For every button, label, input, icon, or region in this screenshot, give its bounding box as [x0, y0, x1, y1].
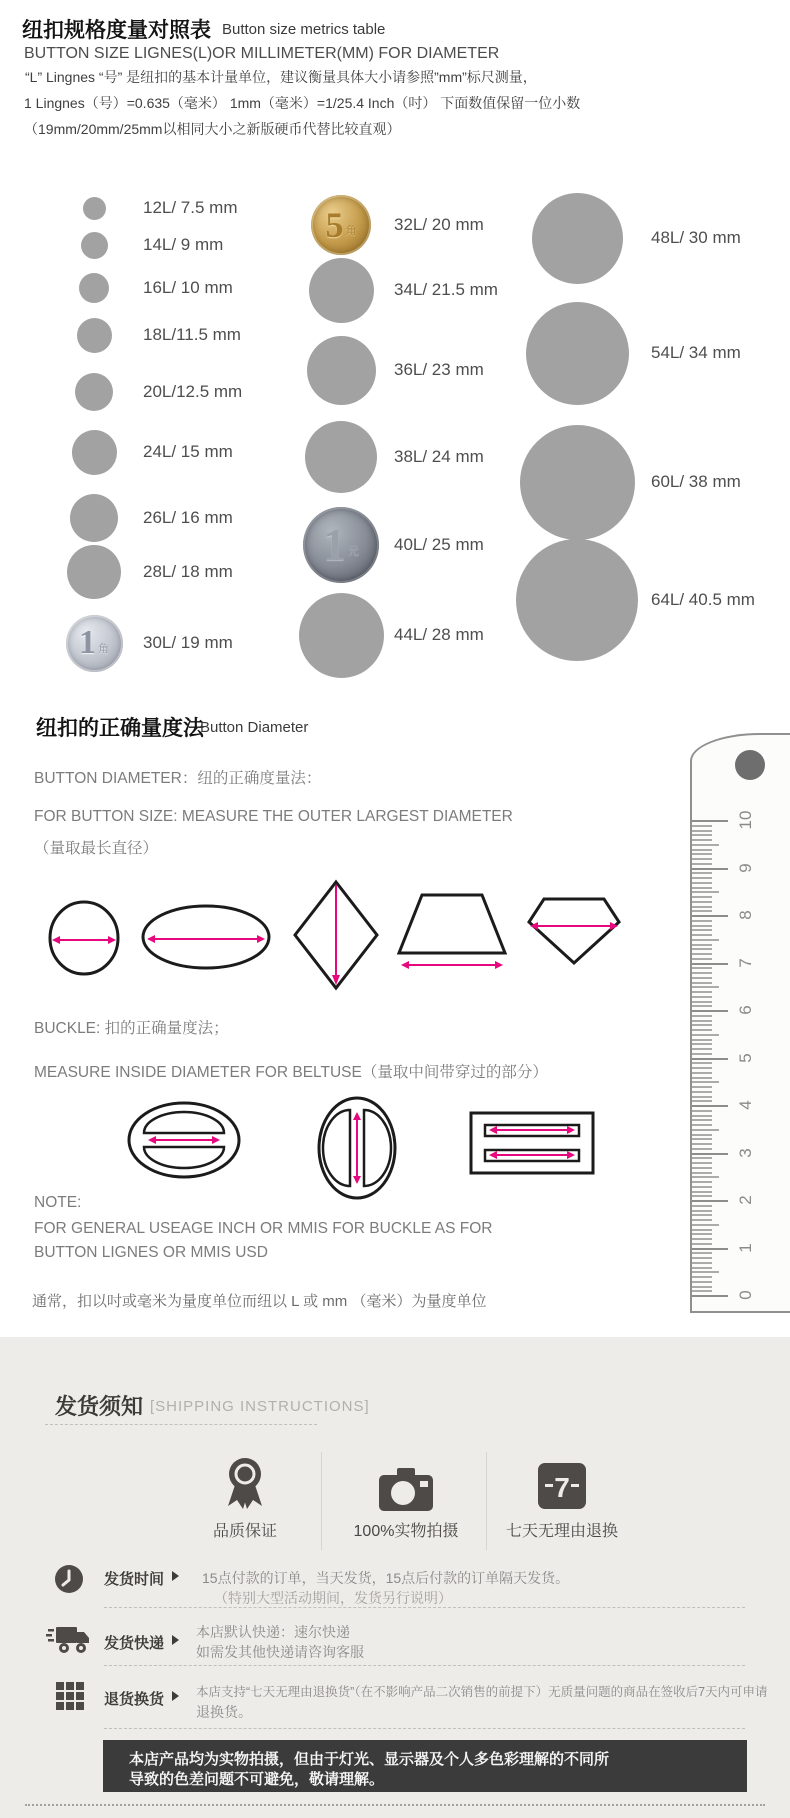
size-circle: [81, 232, 108, 259]
desc-line: “L” Lingnes “号” 是纽扣的基本计量单位，建议衡量具体大小请参照”mm”标尺测量，: [25, 69, 537, 85]
ruler-tick: [692, 1096, 712, 1098]
desc-line: 1 Lingnes（号）=0.635（毫米） 1mm（毫米）=1/25.4 Inch（吋） 下面数值保留一位小数: [24, 95, 581, 111]
ruler-tick: [692, 1248, 728, 1250]
color-disclaimer-box: [103, 1740, 747, 1792]
ruler-tick: [692, 1062, 712, 1064]
size-label: 30L/ 19 mm: [143, 633, 233, 652]
ruler-tick: [692, 991, 712, 993]
size-table-subtitle: BUTTON SIZE LIGNES(L)OR MILLIMETER(MM) FOR DIAMETER: [24, 45, 500, 62]
size-circle: [75, 373, 113, 411]
size-label: 28L/ 18 mm: [143, 562, 233, 581]
size-label: 36L/ 23 mm: [394, 360, 484, 379]
size-label: 24L/ 15 mm: [143, 442, 233, 461]
size-circle: [532, 193, 623, 284]
badge-label: 品质保证: [212, 1523, 277, 1540]
shipping-title-en: [SHIPPING INSTRUCTIONS]: [150, 1398, 370, 1415]
size-label: 38L/ 24 mm: [394, 447, 484, 466]
ruler-tick: [692, 1276, 712, 1278]
ruler-tick: [692, 1048, 712, 1050]
ruler-tick: [692, 1271, 719, 1273]
size-label: 40L/ 25 mm: [394, 535, 484, 554]
row-text: 退换货。: [196, 1704, 252, 1720]
ruler-tick: [692, 958, 712, 960]
ruler-tick: [692, 896, 712, 898]
row-divider: [104, 1607, 745, 1608]
size-circle: [309, 258, 374, 323]
ruler-tick: [692, 967, 712, 969]
ruler-tick: [692, 977, 712, 979]
size-label: 54L/ 34 mm: [651, 343, 741, 362]
ruler-tick: [692, 1077, 712, 1079]
ruler-tick: [692, 1091, 712, 1093]
ruler-tick: [692, 1281, 712, 1283]
row-text: 15点付款的订单，当天发货，15点后付款的订单隔天发货。: [202, 1570, 570, 1586]
ruler-number: 7: [736, 957, 755, 968]
size-circle: [79, 273, 109, 303]
coin-yuan1: 1 元: [303, 507, 379, 583]
badge-label: 100%实物拍摄: [353, 1523, 459, 1540]
ruler-tick: [692, 834, 712, 836]
truck-icon: [46, 1624, 90, 1661]
ruler-tick: [692, 1153, 728, 1155]
ruler-tick: [692, 934, 712, 936]
ruler-tick: [692, 982, 712, 984]
ruler-tick: [692, 972, 712, 974]
ruler-tick: [692, 1043, 712, 1045]
ruler-tick: [692, 1290, 712, 1292]
ruler-number: 3: [736, 1147, 755, 1158]
ruler-tick: [692, 1134, 712, 1136]
buckle-rect-diagram: [468, 1110, 596, 1176]
size-label: 44L/ 28 mm: [394, 625, 484, 644]
ruler-tick: [692, 1015, 712, 1017]
ruler-tick: [692, 1157, 712, 1159]
ruler-tick: [692, 849, 712, 851]
measure-line: BUTTON DIAMETER：纽的正确度量法：: [34, 770, 322, 787]
page-title: 纽扣规格度量对照表: [22, 19, 211, 42]
measure-shape-trapezoid: [395, 891, 509, 977]
row-label: 发货快递: [104, 1635, 165, 1652]
row-label: 发货时间: [104, 1571, 165, 1588]
size-label: 14L/ 9 mm: [143, 235, 224, 254]
desc-line: （19mm/20mm/25mm以相同大小之新版硬币代替比较直观）: [24, 121, 401, 137]
size-circle: [83, 197, 106, 220]
ruler-hole: [735, 750, 765, 780]
ruler-tick: [692, 1205, 712, 1207]
ruler-tick: [692, 1072, 712, 1074]
ruler-tick: [692, 920, 712, 922]
size-label: 12L/ 7.5 mm: [143, 198, 238, 217]
ruler-tick: [692, 1105, 728, 1107]
ruler-tick: [692, 996, 712, 998]
ruler-tick: [692, 1143, 712, 1145]
ruler-tick: [692, 963, 728, 965]
measure-shape-gem: [525, 895, 623, 967]
size-circle: [67, 545, 121, 599]
ruler-tick: [692, 1181, 712, 1183]
ruler-tick: [692, 1119, 712, 1121]
arrow-right-icon: [172, 1635, 179, 1645]
ruler-number: 9: [736, 862, 755, 873]
ruler-tick: [692, 910, 712, 912]
ruler-tick: [692, 1034, 719, 1036]
ruler-tick: [692, 1200, 728, 1202]
badge-label: 七天无理由退换: [505, 1523, 618, 1540]
ruler-tick: [692, 1058, 728, 1060]
size-label: 20L/12.5 mm: [143, 382, 243, 401]
ruler-tick: [692, 868, 728, 870]
ruler-tick: [692, 887, 712, 889]
ruler-tick: [692, 844, 719, 846]
size-circle: [526, 302, 629, 405]
size-circle: [299, 593, 384, 678]
ruler-tick: [692, 906, 712, 908]
ruler-tick: [692, 915, 728, 917]
ruler-tick: [692, 1286, 712, 1288]
ruler-tick: [692, 1257, 712, 1259]
notice-line: 本店产品均为实物拍摄，但由于灯光、显示器及个人多色彩理解的不同所: [129, 1751, 610, 1768]
size-circle: [77, 318, 112, 353]
ruler-tick: [692, 1001, 712, 1003]
svg-text:7: 7: [554, 1472, 570, 1503]
note-line: NOTE:: [34, 1194, 82, 1211]
ruler-tick: [692, 863, 712, 865]
row-divider: [104, 1665, 745, 1666]
ruler-tick: [692, 1100, 712, 1102]
ruler-tick: [692, 1295, 728, 1297]
ruler-tick: [692, 830, 712, 832]
ruler-tick: [692, 1214, 712, 1216]
measure-shape-ellipse: [140, 903, 272, 971]
clock-icon: [54, 1564, 84, 1599]
size-label: 32L/ 20 mm: [394, 215, 484, 234]
ruler-tick: [692, 1176, 719, 1178]
measure-title: 纽扣的正确量度法: [36, 717, 204, 740]
ruler-tick: [692, 986, 719, 988]
size-label: 16L/ 10 mm: [143, 278, 233, 297]
measure-title-en: Button Diameter: [200, 719, 309, 736]
ruler-tick: [692, 939, 719, 941]
ruler-tick: [692, 1067, 712, 1069]
size-label: 18L/11.5 mm: [143, 325, 241, 344]
ruler-tick: [692, 1167, 712, 1169]
size-label: 48L/ 30 mm: [651, 228, 741, 247]
ruler-tick: [692, 1086, 712, 1088]
row-label: 退货换货: [104, 1691, 165, 1708]
ruler: [690, 733, 790, 1313]
ruler-number: 8: [736, 910, 755, 920]
ruler-tick: [692, 1229, 712, 1231]
ruler-tick: [692, 825, 712, 827]
coin-jiao5: 5 角: [311, 195, 371, 255]
ruler-tick: [692, 1162, 712, 1164]
row-text: 本店支持“七天无理由退换货”（在不影响产品二次销售的前提下）无质量问题的商品在签收后7天内可申请: [196, 1685, 768, 1699]
ruler-tick: [692, 1081, 719, 1083]
ruler-tick: [692, 1053, 712, 1055]
ruler-tick: [692, 1039, 712, 1041]
ruler-number: 5: [736, 1052, 755, 1063]
badge-divider: [321, 1452, 322, 1550]
size-label: 34L/ 21.5 mm: [394, 280, 498, 299]
badge-divider: [486, 1452, 487, 1550]
buckle-line: BUCKLE: 扣的正确量度法；: [34, 1020, 229, 1037]
ruler-tick: [692, 1238, 712, 1240]
ruler-tick: [692, 1129, 719, 1131]
buckle-oval-diagram: [126, 1100, 242, 1180]
row-text: （特别大型活动期间，发货另行说明）: [214, 1590, 452, 1606]
ruler-number: 4: [736, 1100, 755, 1110]
ruler-tick: [692, 882, 712, 884]
ruler-tick: [692, 925, 712, 927]
measure-shape-diamond: [292, 879, 380, 991]
ruler-tick: [692, 1191, 712, 1193]
ruler-tick: [692, 1243, 712, 1245]
size-circle: [72, 430, 117, 475]
arrow-right-icon: [172, 1571, 179, 1581]
ruler-tick: [692, 1148, 712, 1150]
size-circle: [70, 494, 118, 542]
ruler-number: 1: [736, 1242, 755, 1253]
ruler-tick: [692, 944, 712, 946]
ruler-number: 0: [736, 1290, 755, 1300]
measure-line: （量取最长直径）: [34, 840, 159, 857]
ruler-tick: [692, 1124, 712, 1126]
note-line: FOR GENERAL USEAGE INCH OR MMIS FOR BUCKLE AS FOR: [34, 1220, 493, 1237]
size-label: 26L/ 16 mm: [143, 508, 233, 527]
measure-shape-circle: [46, 899, 122, 977]
ruler-tick: [692, 1138, 712, 1140]
ruler-number: 10: [736, 810, 755, 830]
size-circle: [520, 425, 635, 540]
size-circle: [307, 336, 376, 405]
note-zh: 通常，扣以吋或毫米为量度单位而纽以 L 或 mm （毫米）为量度单位: [32, 1293, 487, 1310]
ruler-tick: [692, 1195, 712, 1197]
arrow-right-icon: [172, 1691, 179, 1701]
ruler-tick: [692, 901, 712, 903]
ruler-tick: [692, 1010, 728, 1012]
ruler-tick: [692, 1224, 719, 1226]
ruler-tick: [692, 820, 728, 822]
ruler-tick: [692, 1024, 712, 1026]
measure-line: FOR BUTTON SIZE: MEASURE THE OUTER LARGEST DIAMETER: [34, 808, 513, 825]
ruler-tick: [692, 1172, 712, 1174]
ruler-tick: [692, 1262, 712, 1264]
page-title-en: Button size metrics table: [222, 21, 386, 38]
size-circle: [305, 421, 377, 493]
size-label: 64L/ 40.5 mm: [651, 590, 755, 609]
ruler-tick: [692, 1020, 712, 1022]
buckle-line: MEASURE INSIDE DIAMETER FOR BELTUSE（量取中间带穿过的部分）: [34, 1064, 548, 1081]
bottom-dotted-divider: [25, 1804, 765, 1806]
ruler-tick: [692, 872, 712, 874]
ruler-tick: [692, 1219, 712, 1221]
ruler-tick: [692, 1186, 712, 1188]
ruler-number: 2: [736, 1195, 755, 1205]
ruler-tick: [692, 1110, 712, 1112]
ruler-tick: [692, 1233, 712, 1235]
title-underline: [45, 1424, 317, 1425]
ruler-tick: [692, 858, 712, 860]
row-text: 本店默认快递：速尔快递: [196, 1624, 350, 1640]
ruler-tick: [692, 853, 712, 855]
ruler-tick: [692, 1115, 712, 1117]
note-line: BUTTON LIGNES OR MMIS USD: [34, 1244, 268, 1261]
ruler-tick: [692, 877, 712, 879]
ruler-tick: [692, 1005, 712, 1007]
notice-line: 导致的色差问题不可避免，敬请理解。: [129, 1771, 385, 1788]
row-divider: [104, 1728, 745, 1729]
coin-jiao1: 1 角: [66, 615, 123, 672]
calendar-7-icon: [452, 1454, 672, 1512]
badge-3: [452, 1454, 672, 1541]
ruler-tick: [692, 1029, 712, 1031]
ruler-tick: [692, 1267, 712, 1269]
row-text: 如需发其他快递请咨询客服: [196, 1644, 364, 1660]
size-label: 60L/ 38 mm: [651, 472, 741, 491]
ruler-tick: [692, 1252, 712, 1254]
ruler-tick: [692, 1210, 712, 1212]
ruler-tick: [692, 891, 719, 893]
buckle-round-diagram: [316, 1096, 398, 1200]
ruler-tick: [692, 839, 712, 841]
size-circle: [516, 539, 638, 661]
ruler-tick: [692, 929, 712, 931]
ruler-tick: [692, 953, 712, 955]
grid-icon: [56, 1682, 84, 1715]
ruler-tick: [692, 948, 712, 950]
ruler-number: 6: [736, 1005, 755, 1015]
shipping-title: 发货须知: [55, 1394, 144, 1419]
